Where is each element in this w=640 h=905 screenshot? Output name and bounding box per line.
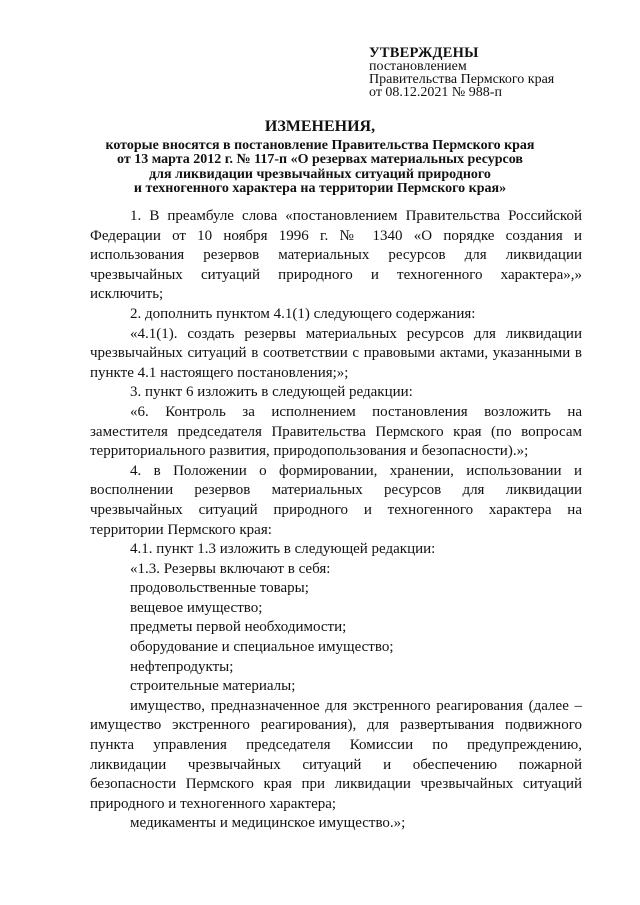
paragraph-6: 4. в Положении о формировании, хранении, использовании и восполнении резервов материальных ресурсов для ликвидации чрезвычайных ситуаций природного и техногенного характера на территории Пермского края:: [90, 462, 582, 538]
heading-subtitle-line-4: и техногенного характера на территории Пермского края»: [133, 181, 507, 197]
list-item-essentials: предметы первой необходимости;: [130, 619, 347, 636]
approval-line-2: Правительства Пермского края: [369, 72, 555, 87]
approval-line-3: от 08.12.2021 № 988-п: [369, 85, 502, 100]
list-item-petroleum: нефтепродукты;: [130, 658, 234, 675]
paragraph-8: «1.3. Резервы включают в себя:: [130, 560, 331, 577]
heading-title: ИЗМЕНЕНИЯ,: [264, 118, 376, 135]
approval-stamp-block: [369, 47, 619, 99]
paragraph-2: 2. дополнить пунктом 4.1(1) следующего содержания:: [130, 305, 476, 322]
approval-line-1: постановлением: [369, 59, 467, 74]
heading-subtitle-line-1: которые вносятся в постановление Правительства Пермского края: [105, 138, 535, 153]
heading-subtitle-line-3: для ликвидации чрезвычайных ситуаций природного: [149, 166, 491, 182]
paragraph-3: «4.1(1). создать резервы материальных ресурсов для ликвидации чрезвычайных ситуаций в соответствии с правовыми актами, указанными в пункте 4.1 настоящего постановления;»;: [90, 325, 582, 381]
paragraph-4: 3. пункт 6 изложить в следующей редакции:: [130, 384, 413, 401]
heading-subtitle-line-2: от 13 марта 2012 г. № 117-п «О резервах материальных ресурсов: [117, 152, 523, 168]
paragraph-1: 1. В преамбуле слова «постановлением Правительства Российской Федерации от 10 ноября 1996 г. № 1340 «О порядке создания и использования резервов материальных ресурсов для ликвидации чрезвычайных ситуаций природного и техногенного характера»,» исключить;: [90, 208, 582, 303]
list-item-medicine: медикаменты и медицинское имущество.»;: [130, 815, 406, 832]
approval-title: УТВЕРЖДЕНЫ: [369, 45, 479, 61]
list-item-equipment: оборудование и специальное имущество;: [130, 639, 394, 656]
list-item-food: продовольственные товары;: [130, 580, 309, 597]
list-item-clothing: вещевое имущество;: [130, 599, 263, 616]
paragraph-7: 4.1. пункт 1.3 изложить в следующей редакции:: [130, 541, 436, 558]
paragraph-5: «6. Контроль за исполнением постановления возложить на заместителя председателя Правительства Пермского края (по вопросам территориального развития, природопользования и безопасности).»;: [90, 403, 582, 460]
list-item-building-materials: строительные материалы;: [130, 678, 296, 695]
list-item-emergency-property: имущество, предназначенное для экстренного реагирования (далее – имущество экстренного реагирования), для развертывания подвижного пункта управления председателя Комиссии по предупреждению, ликвидации чрезвычайных ситуаций и обеспечению пожарной безопасности Пермского края при ликвидации чрезвычайных ситуаций природного и техногенного характера;: [90, 697, 582, 812]
document-heading: [60, 117, 580, 197]
document-body: [90, 207, 582, 834]
